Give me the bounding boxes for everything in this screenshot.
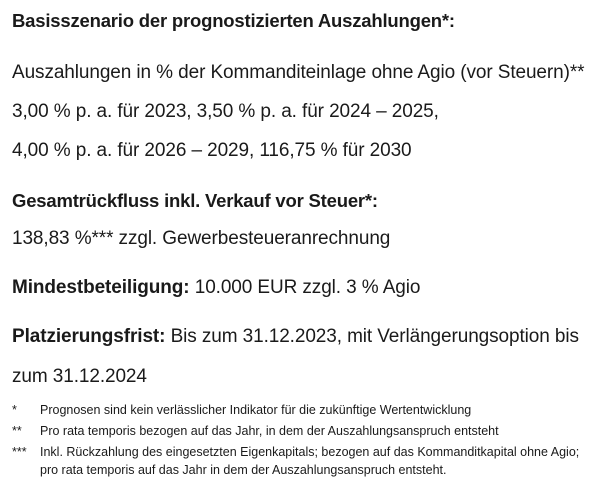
footnote-text: pro rata temporis auf das Jahr in dem der Auszahlungsanspruch entsteht. [40,463,447,477]
footnote-mark: *** [12,445,27,459]
mindestbeteiligung-value: 10.000 EUR zzgl. 3 % Agio [189,277,421,298]
mindestbeteiligung-label: Mindestbeteiligung: [12,277,190,298]
footnote-mark: ** [12,424,22,438]
platzierungsfrist-value: Bis zum 31.12.2023, mit Verlängerungsoption bis [165,326,579,347]
gesamtrueckfluss-value: 138,83 %*** zzgl. Gewerbesteueranrechnung [12,228,391,249]
platzierungsfrist-label: Platzierungsfrist: [12,326,166,347]
platzierungsfrist-value-cont: zum 31.12.2024 [12,366,147,387]
page-title: Basisszenario der prognostizierten Auszahlungen*: [12,10,455,31]
footnote-mark: * [12,403,17,417]
footnote [12,403,471,418]
footnote-text: Prognosen sind kein verlässlicher Indikator für die zukünftige Wertentwicklung [40,403,472,417]
footnote-text: Inkl. Rückzahlung des eingesetzten Eigenkapitals; bezogen auf das Kommanditkapital ohne Agio; [40,445,580,459]
footnote-text: Pro rata temporis bezogen auf das Jahr, in dem der Auszahlungsanspruch entsteht [40,424,499,438]
platzierungsfrist-row [12,326,579,348]
footnote [12,445,579,460]
auszahlungen-description: Auszahlungen in % der Kommanditeinlage ohne Agio (vor Steuern)** [12,62,585,83]
gesamtrueckfluss-heading: Gesamtrückfluss inkl. Verkauf vor Steuer*: [12,190,378,211]
auszahlungen-rates-line-2: 4,00 % p. a. für 2026 – 2029, 116,75 % für 2030 [12,140,412,161]
auszahlungen-rates-line-1: 3,00 % p. a. für 2023, 3,50 % p. a. für 2024 – 2025, [12,101,439,122]
footnote [12,424,499,439]
footnote-continuation [12,463,446,478]
mindestbeteiligung-row [12,277,420,299]
